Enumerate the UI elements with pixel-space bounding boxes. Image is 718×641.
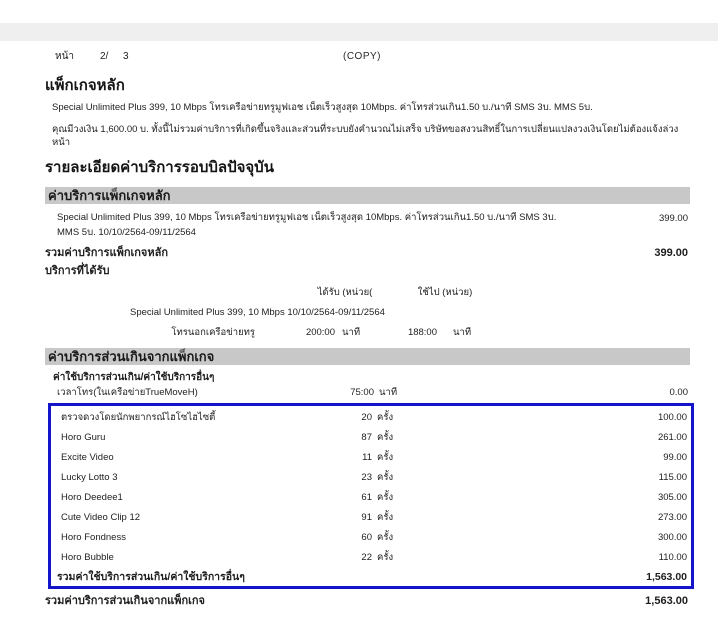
service-amount: 99.00 [663,452,687,463]
airtime-amount: 0.00 [669,387,688,398]
service-amount: 300.00 [657,532,687,543]
table-row [51,508,691,528]
copy-watermark: (COPY) [343,51,381,62]
excess-total-row [45,591,690,611]
table-row [51,528,691,548]
received-unit: นาที [342,327,361,338]
received-services-title: บริการที่ได้รับ [45,265,110,277]
table-row [51,488,691,508]
package-description-line1: Special Unlimited Plus 399, 10 Mbps โทรเครือข่ายทรูมูฟเอช เน็ตเร็วสูงสุด 10Mbps. ค่าโทรส่วนเกิน1.50 บ./นาที SMS 3บ. MMS 5บ. [52,102,593,113]
service-amount: 273.00 [657,512,687,523]
used-unit: นาที [453,327,472,338]
service-count: 23 [361,472,372,483]
highlighted-services-box [48,403,694,589]
package-description-line2: คุณมีวงเงิน 1,600.00 บ. ทั้งนี้ไม่รวมค่าบริการที่เกิดขึ้นจริงและส่วนที่ระบบยังคำนวณไม่เสร็จ บริษัทขอสงวนสิทธิ์ในการเปลี่ยนแปลงวงเงินโดยไม่ต้องแจ้งล่วงหน้า [52,124,679,148]
bill-document-page [45,50,690,611]
service-count: 87 [361,432,372,443]
table-row [51,408,691,428]
section-bar-excess-fee: ค่าบริการส่วนเกินจากแพ็กเกจ [45,348,690,365]
service-name: Horo Deedee1 [61,492,123,503]
main-package-item-row [45,210,690,240]
service-count: 91 [361,512,372,523]
bill-detail-title: รายละเอียดค่าบริการรอบบิลปัจจุบัน [45,159,274,176]
table-row [51,448,691,468]
received-value: 200:00 [305,327,335,338]
service-amount: 100.00 [657,412,687,423]
service-name: Horo Fondness [61,532,126,543]
service-name: ตรวจดวงโดยนักพยากรณ์ไฮโซไฮไซตี้ [61,412,216,423]
usage-package-line [45,306,690,322]
service-name: Lucky Lotto 3 [61,472,118,483]
main-package-total-amount: 399.00 [654,247,688,259]
service-count: 11 [362,452,372,463]
page-header-row [45,50,690,63]
boxed-total-row [51,568,691,586]
service-unit: ครั้ง [377,412,394,423]
main-package-item-amount: 399.00 [658,213,688,224]
usage-package-text: Special Unlimited Plus 399, 10 Mbps 10/10/2564-09/11/2564 [130,307,385,318]
section-bar-main-package-fee: ค่าบริการแพ็กเกจหลัก [45,187,690,204]
service-name: Horo Guru [61,432,106,443]
service-unit: ครั้ง [377,432,394,443]
service-amount: 305.00 [657,492,687,503]
service-count: 20 [361,412,372,423]
service-unit: ครั้ง [377,472,394,483]
service-amount: 110.00 [658,552,687,563]
excess-total-amount: 1,563.00 [645,595,688,607]
usage-row-offnet-calls [45,326,690,344]
used-value: 188:00 [407,327,437,338]
service-amount: 261.00 [657,432,687,443]
page-total: 3 [123,51,129,62]
service-unit: ครั้ง [377,452,394,463]
airtime-unit: นาที [379,387,398,398]
airtime-label: เวลาโทร(ในเครือข่ายTrueMoveH) [57,387,198,398]
service-name: Excite Video [61,452,114,463]
service-count: 61 [361,492,372,503]
service-amount: 115.00 [658,472,687,483]
service-unit: ครั้ง [377,532,394,543]
column-received: ได้รับ (หน่วย( [317,287,373,298]
table-row [51,428,691,448]
column-used: ใช้ไป (หน่วย) [417,287,473,298]
main-package-total-row [45,244,690,262]
service-count: 60 [361,532,372,543]
service-name: Horo Bubble [61,552,114,563]
page-number: 2/ [100,51,109,62]
usage-row-label: โทรนอกเครือข่ายทรู [171,327,255,338]
boxed-total-label: รวมค่าใช้บริการส่วนเกิน/ค่าใช้บริการอื่นๆ [57,571,245,583]
table-row [51,468,691,488]
main-package-total-label: รวมค่าบริการแพ็กเกจหลัก [45,247,169,259]
service-unit: ครั้ง [377,512,394,523]
page-label: หน้า [55,51,75,62]
top-divider-band [0,23,718,41]
boxed-total-amount: 1,563.00 [646,571,687,583]
service-count: 22 [361,552,372,563]
airtime-qty: 75:00 [350,387,374,398]
usage-table-header [45,286,690,302]
service-unit: ครั้ง [377,552,394,563]
table-row [51,548,691,568]
service-unit: ครั้ง [377,492,394,503]
excess-subheader: ค่าใช้บริการส่วนเกิน/ค่าใช้บริการอื่นๆ [53,372,215,383]
main-package-title: แพ็กเกจหลัก [45,77,125,94]
service-name: Cute Video Clip 12 [61,512,141,523]
main-package-item-text: Special Unlimited Plus 399, 10 Mbps โทรเครือข่ายทรูมูฟเอช เน็ตเร็วสูงสุด 10Mbps. ค่าโทรส่วนเกิน1.50 บ./นาที SMS 3บ. MMS 5บ. 10/10/2564-09/11/2564 [57,212,557,238]
excess-total-label: รวมค่าบริการส่วนเกินจากแพ็กเกจ [45,595,206,607]
airtime-row [45,385,690,401]
